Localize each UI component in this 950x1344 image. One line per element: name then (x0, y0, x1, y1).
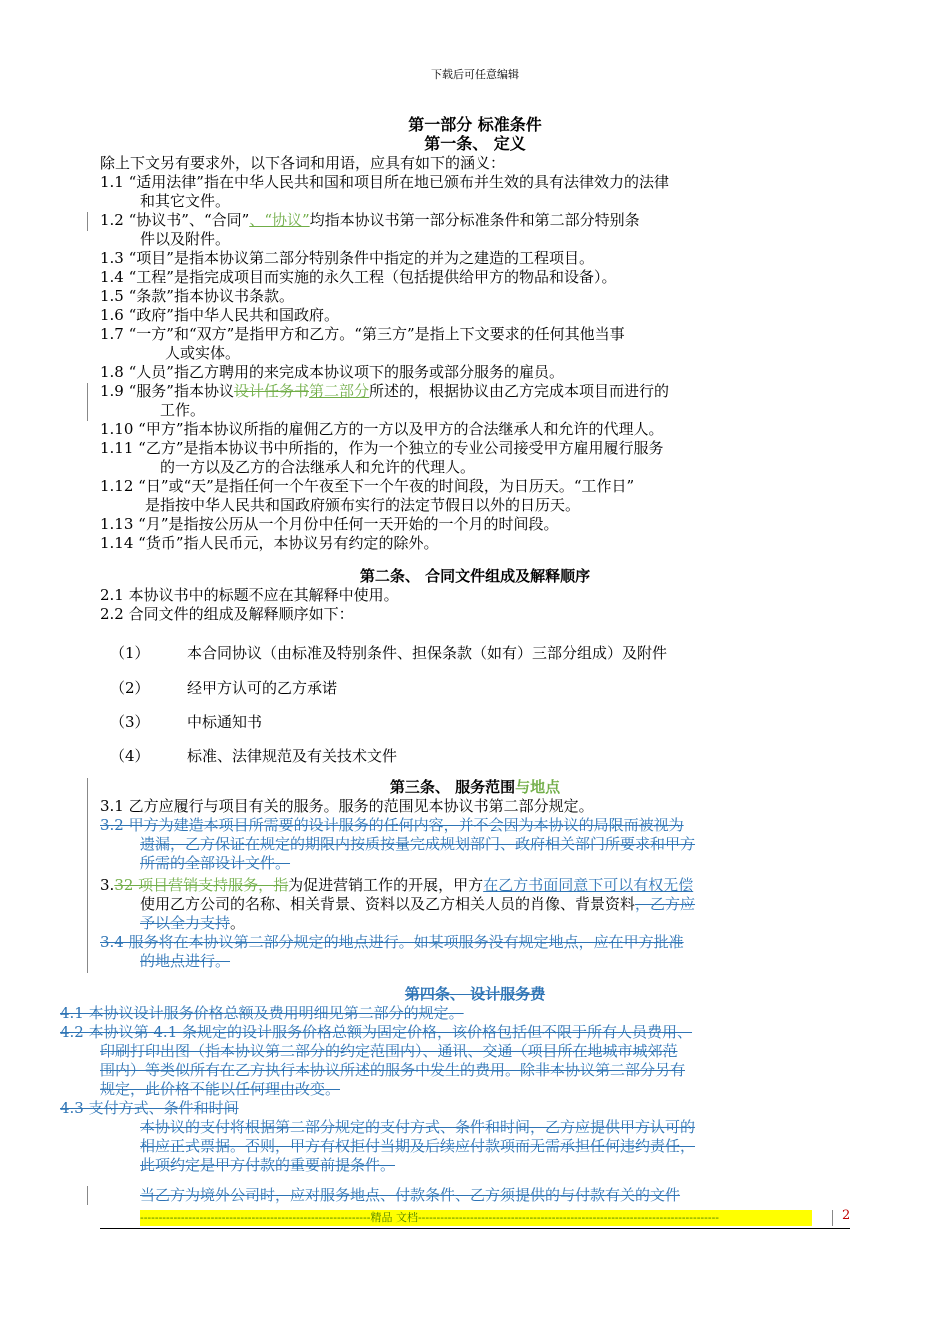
inserted-text: 在乙方书面同意下可以有权无偿 (483, 876, 694, 894)
def-1-11-line1: 1.11 “乙方”是指本协议书中所指的，作为一个独立的专业公司接受甲方雇用履行服务 (100, 439, 664, 457)
inserted-text: 第二部分 (308, 382, 369, 400)
doc-order-number: （4） (110, 747, 150, 765)
clause-4-2-line3-deleted: 围内）等类似所有在乙方执行本协议所述的服务中发生的费用。除非本协议第二部分另有 (100, 1061, 686, 1079)
def-1-9-line1: 1.9 “服务”指本协议设计任务书第二部分所述的，根据协议由乙方完成本项目而进行的 (100, 382, 670, 400)
def-1-2-line2: 件以及附件。 (140, 230, 231, 248)
clause-3-3-line1: 3.32 项目营销支持服务，指为促进营销工作的开展，甲方在乙方书面同意下可以有权无偿 (100, 876, 694, 894)
inserted-text: 与地点 (515, 778, 561, 796)
clause-4-3-deleted: 4.3 支付方式、条件和时间 (60, 1099, 239, 1117)
clause-4-3-para-line2-deleted: 相应正式票据。否则，甲方有权拒付当期及后续应付款项而无需承担任何违约责任， (140, 1137, 696, 1155)
clause-3-4-line2-deleted: 的地点进行。 (140, 952, 231, 970)
doc-order-number: （3） (110, 713, 150, 731)
clause-4-3-para-line1-deleted: 本协议的支付将根据第二部分规定的支付方式、条件和时间，乙方应提供甲方认可的 (140, 1118, 696, 1136)
definitions-intro: 除上下文另有要求外，以下各词和用语，应具有如下的涵义： (100, 154, 506, 172)
doc-order-number: （2） (110, 679, 150, 697)
def-1-6: 1.6 “政府”指中华人民共和国政府。 (100, 306, 339, 324)
change-bar (87, 212, 88, 231)
clause-3-2-line3-deleted: 所需的全部设计文件。 (140, 854, 291, 872)
def-1-3: 1.3 “项目”是指本协议第二部分特别条件中指定的并为之建造的工程项目。 (100, 249, 594, 267)
doc-order-text: 标准、法律规范及有关技术文件 (187, 747, 398, 765)
def-1-1-line1: 1.1 “适用法律”指在中华人民共和国和项目所在地已颁布并生效的具有法律效力的法律 (100, 173, 669, 191)
article-2-title: 第二条、 合同文件组成及解释顺序 (359, 567, 591, 585)
article-3-title: 第三条、 服务范围与地点 (389, 778, 561, 796)
clause-2-2: 2.2 合同文件的组成及解释顺序如下： (100, 605, 354, 623)
doc-order-text: 中标通知书 (187, 713, 263, 731)
clause-3-3-line2: 使用乙方公司的名称、相关背景、资料以及乙方相关人员的肖像、背景资料，乙方应 (140, 895, 696, 913)
doc-order-text: 经甲方认可的乙方承诺 (187, 679, 338, 697)
clause-4-3-para-line3-deleted: 此项约定是甲方付款的重要前提条件。 (140, 1156, 396, 1174)
clause-4-3-para2-deleted: 当乙方为境外公司时，应对服务地点、付款条件、乙方须提供的与付款有关的文件 (140, 1186, 681, 1204)
clause-3-2-line2-deleted: 遗漏，乙方保证在规定的期限内按质按量完成规划部门、政府相关部门所要求和甲方 (140, 835, 696, 853)
clause-3-4-line1-deleted: 3.4 服务将在本协议第二部分规定的地点进行。如某项服务没有规定地点，应在甲方批准 (100, 933, 684, 951)
change-bar (87, 383, 88, 421)
clause-2-1: 2.1 本协议书中的标题不应在其解释中使用。 (100, 586, 399, 604)
def-1-10: 1.10 “甲方”指本协议所指的雇佣乙方的一方以及甲方的合法继承人和允许的代理人。 (100, 420, 664, 438)
def-1-9-line2: 工作。 (160, 401, 206, 419)
clause-4-1-deleted: 4.1 本协议设计服务价格总额及费用明细见第二部分的规定。 (60, 1004, 464, 1022)
clause-3-2-line1-deleted: 3.2 甲方为建造本项目所需要的设计服务的任何内容，并不会因为本协议的局限而被视为 (100, 816, 684, 834)
deleted-text: 32 项目营销支持服务，指 (114, 876, 289, 894)
inserted-text: 、“协议” (249, 211, 310, 229)
change-bar (87, 1186, 88, 1205)
clause-4-2-line2-deleted: 印刷打印出图（指本协议第二部分的约定范围内）、通讯、交通（项目所在地城市城郊范 (100, 1042, 678, 1060)
def-1-2-line1: 1.2 “协议书”、“合同”、“协议”均指本协议书第一部分标准条件和第二部分特别条 (100, 211, 640, 229)
part-title: 第一部分 标准条件 (408, 115, 542, 134)
deleted-text: 予以全力支持 (140, 914, 231, 932)
clause-3-3-line3: 予以全力支持。 (140, 914, 246, 932)
change-bar (87, 778, 88, 973)
deleted-text: 设计任务书 (233, 382, 309, 400)
footer-rule (100, 1228, 850, 1229)
def-1-13: 1.13 “月”是指按公历从一个月份中任何一天开始的一个月的时间段。 (100, 515, 559, 533)
clause-3-1: 3.1 乙方应履行与项目有关的服务。服务的范围见本协议书第二部分规定。 (100, 797, 594, 815)
clause-4-2-line4-deleted: 规定，此价格不能以任何理由改变。 (100, 1080, 341, 1098)
def-1-7-line1: 1.7 “一方”和“双方”是指甲方和乙方。“第三方”是指上下文要求的任何其他当事 (100, 325, 625, 343)
def-1-14: 1.14 “货币”指人民币元，本协议另有约定的除外。 (100, 534, 439, 552)
page-header: 下载后可任意编辑 (431, 68, 519, 81)
doc-order-text: 本合同协议（由标准及特别条件、担保条款（如有）三部分组成）及附件 (187, 644, 668, 662)
page-number: 2 (842, 1208, 851, 1223)
def-1-8: 1.8 “人员”指乙方聘用的来完成本协议项下的服务或部分服务的雇员。 (100, 363, 564, 381)
def-1-12-line1: 1.12 “日”或“天”是指任何一个午夜至下一个午夜的时间段，为日历天。“工作日” (100, 477, 635, 495)
def-1-7-line2: 人或实体。 (165, 344, 241, 362)
def-1-12-line2: 是指按中华人民共和国政府颁布实行的法定节假日以外的日历天。 (145, 496, 581, 514)
page-number-divider (832, 1210, 833, 1226)
article-4-title-deleted: 第四条、 设计服务费 (404, 985, 546, 1003)
def-1-11-line2: 的一方以及乙方的合法继承人和允许的代理人。 (160, 458, 476, 476)
def-1-5: 1.5 “条款”指本协议书条款。 (100, 287, 294, 305)
clause-4-2-line1-deleted: 4.2 本协议第 4.1 条规定的设计服务价格总额为固定价格，该价格包括但不限于所有人员费用、 (60, 1023, 693, 1041)
def-1-4: 1.4 “工程”是指完成项目而实施的永久工程（包括提供给甲方的物品和设备）。 (100, 268, 617, 286)
deleted-text: ，乙方应 (635, 895, 696, 913)
footer-banner: --------------------------------------------------------------精品 文档--------------------------------------------------------------------------------- (140, 1210, 812, 1226)
doc-order-number: （1） (110, 644, 150, 662)
article-1-title: 第一条、 定义 (424, 134, 526, 153)
def-1-1-line2: 和其它文件。 (140, 192, 231, 210)
